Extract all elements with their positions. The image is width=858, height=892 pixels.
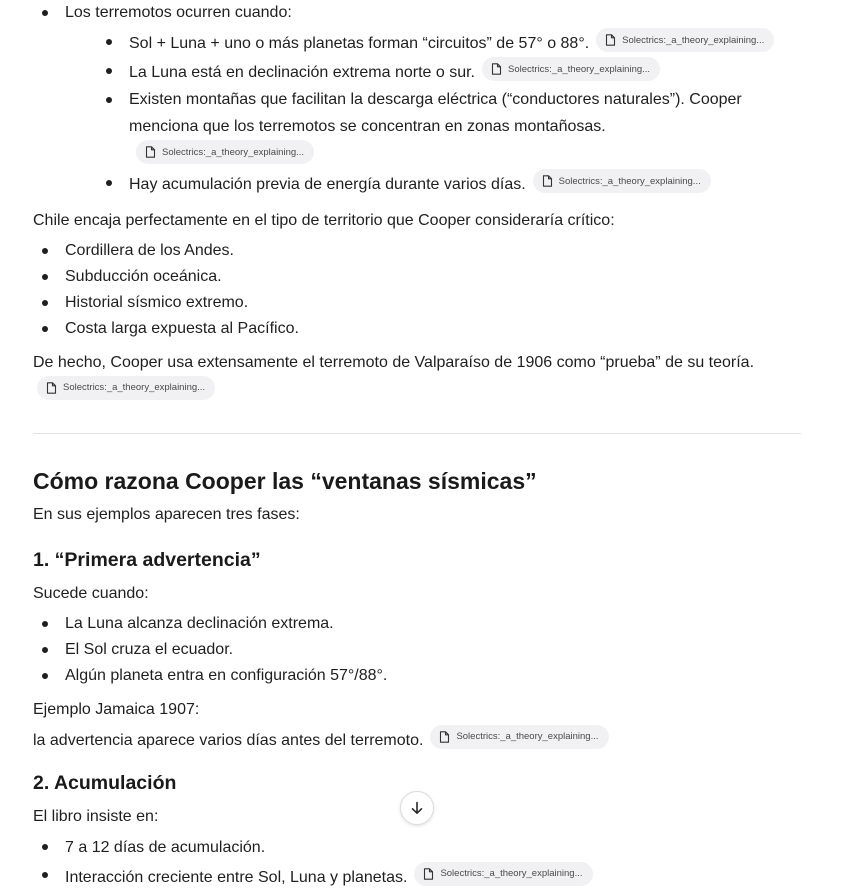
list-item-text: Los terremotos ocurren cuando: [65,4,292,21]
file-icon [605,34,616,46]
phase2-list [33,834,801,892]
source-chip-label: Solectrics:_a_theory_explaining... [622,34,765,46]
sub-list-item [65,86,801,169]
chat-response [33,0,801,892]
source-chip-label: Solectrics:_a_theory_explaining... [440,868,583,879]
source-chip[interactable] [136,140,314,164]
section-intro: En sus ejemplos aparecen tres fases: [33,506,300,523]
sub-list [65,28,801,198]
list-item: El Sol cruza el ecuador. [33,637,801,663]
file-icon [542,175,553,187]
phase1-example-paragraph [33,725,801,754]
list-item: Algún planeta entra en configuración 57°/88°. [33,663,801,689]
source-chip-label: Solectrics:_a_theory_explaining... [558,175,701,187]
list-item [33,862,801,892]
phase2-title: 2. Acumulación [33,772,177,794]
sub-item-text: Sol + Luna + uno o más planetas forman “circuitos” de 57° o 88°. [129,35,590,52]
list-item [33,0,801,198]
list-item: Costa larga expuesta al Pacífico. [33,316,801,342]
list-item-text: Interacción creciente entre Sol, Luna y planetas. [65,869,408,886]
chile-note: De hecho, Cooper usa extensamente el terremoto de Valparaíso de 1906 como “prueba” de su teoría. [33,354,755,371]
arrow-down-icon [409,800,425,816]
source-chip-label: Solectrics:_a_theory_explaining... [162,146,305,158]
source-chip[interactable] [482,57,660,81]
phase1-list [33,611,801,689]
source-chip[interactable] [37,376,215,400]
sub-list-item [65,57,801,86]
source-chip-label: Solectrics:_a_theory_explaining... [63,382,206,393]
chile-note-paragraph [33,350,801,405]
sub-list-item [65,169,801,198]
sub-item-text: Existen montañas que facilitan la descarga eléctrica (“conductores naturales”). Cooper menciona que los terremotos se concentran en zonas montañosas. [129,91,742,135]
phase1-example-title: Ejemplo Jamaica 1907: [33,701,200,718]
sub-item-text: Hay acumulación previa de energía durante varios días. [129,176,526,193]
chile-list [33,238,801,342]
list-item: Cordillera de los Andes. [33,238,801,264]
source-chip[interactable] [414,862,592,886]
file-icon [491,63,502,75]
file-icon [423,868,434,880]
phase1-title: 1. “Primera advertencia” [33,549,261,571]
source-chip[interactable] [533,169,711,193]
scroll-to-bottom-button[interactable] [400,791,434,825]
section-divider [33,433,801,434]
sub-list-item [65,28,801,57]
list-item: 7 a 12 días de acumulación. [33,834,801,862]
sub-item-text: La Luna está en declinación extrema norte o sur. [129,64,475,81]
list-item: Historial sísmico extremo. [33,290,801,316]
file-icon [439,731,450,743]
phase1-example-text: la advertencia aparece varios días antes del terremoto. [33,732,424,749]
chile-intro: Chile encaja perfectamente en el tipo de territorio que Cooper consideraría crítico: [33,212,615,229]
file-icon [145,146,156,158]
section-title: Cómo razona Cooper las “ventanas sísmicas” [33,468,537,494]
phase2-intro: El libro insiste en: [33,808,159,825]
source-chip-label: Solectrics:_a_theory_explaining... [508,63,651,75]
source-chip-label: Solectrics:_a_theory_explaining... [456,731,599,742]
file-icon [46,382,57,394]
list-item: La Luna alcanza declinación extrema. [33,611,801,637]
top-list [33,0,801,198]
list-item: Subducción oceánica. [33,264,801,290]
source-chip[interactable] [430,725,608,749]
source-chip[interactable] [596,28,774,52]
phase1-intro: Sucede cuando: [33,585,149,602]
